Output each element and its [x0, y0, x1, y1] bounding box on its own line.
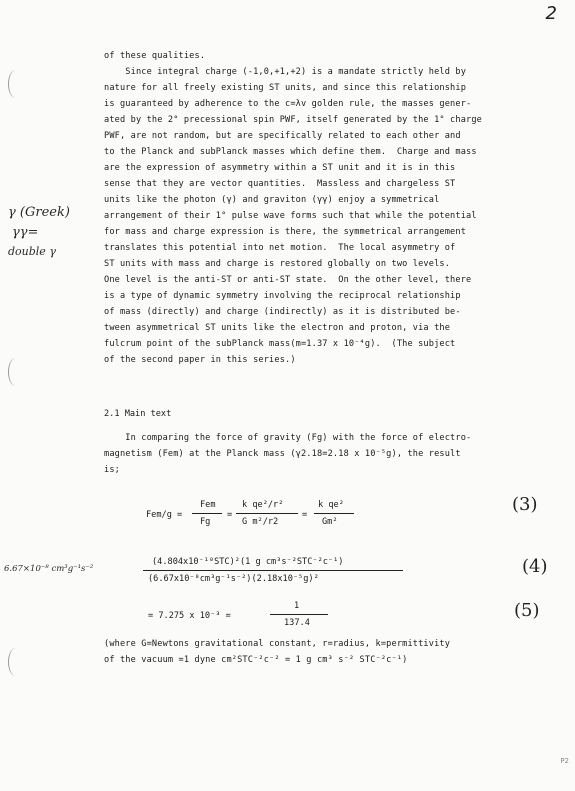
eq3-frac2-line — [236, 513, 298, 514]
text-line: tween asymmetrical ST units like the electron and proton, via the — [104, 323, 451, 333]
margin-note: 6.67×10⁻⁸ cm³g⁻¹s⁻² — [4, 564, 94, 574]
text-line: PWF, are not random, but are specifically related to each other and — [104, 131, 461, 141]
eq3-frac1-den: Fg — [200, 517, 211, 527]
text-line: are the expression of asymmetry within a ST unit and it is in this — [104, 163, 456, 173]
text-line: units like the photon (γ) and graviton (γγ) enjoy a symmetrical — [104, 195, 440, 205]
eq3-frac3-line — [314, 513, 354, 514]
eq3-frac1-num: Fem — [200, 500, 216, 510]
margin-note: double γ — [8, 245, 56, 258]
eq3-eq-a: = — [227, 510, 233, 520]
page-number: 2 — [545, 3, 557, 24]
text-line: fulcrum point of the subPlanck mass(m=1.37 x 10⁻⁴g). (The subject — [104, 339, 456, 349]
eq5-label: (5) — [514, 600, 540, 621]
binder-hole-mark — [8, 358, 23, 386]
eq4-denominator: (6.67x10⁻⁸cm³g⁻¹s⁻²)(2.18x10⁻⁵g)² — [148, 574, 319, 584]
text-line: One level is the anti-ST or anti-ST state. On the other level, there — [104, 275, 472, 285]
text-line: ated by the 2° precessional spin PWF, itself generated by the 1° charge — [104, 115, 482, 125]
eq5-lhs: = 7.275 x 10⁻³ = — [148, 611, 231, 621]
text-line: of mass (directly) and charge (indirectly) as it is distributed be- — [104, 307, 461, 317]
eq4-fracline — [143, 570, 403, 571]
text-line: is; — [104, 465, 120, 475]
eq3-frac2-den: G m²/r2 — [242, 517, 279, 527]
text-line: magnetism (Fem) at the Planck mass (γ2.18=2.18 x 10⁻⁵g), the result — [104, 449, 461, 459]
text-line: In comparing the force of gravity (Fg) with the force of electro- — [104, 433, 472, 443]
margin-note: γ (Greek) — [8, 205, 70, 220]
main-text — [104, 430, 522, 478]
text-line: (where G=Newtons gravitational constant, r=radius, k=permittivity — [104, 639, 451, 649]
eq3-label: (3) — [512, 494, 538, 515]
text-line: to the Planck and subPlanck masses which define them. Charge and mass — [104, 147, 477, 157]
text-line: is a type of dynamic symmetry involving the reciprocal relationship — [104, 291, 461, 301]
eq5-numerator: 1 — [294, 601, 300, 611]
eq5-fracline — [270, 614, 328, 615]
eq4-numerator: (4.804x10⁻¹⁰STC)²(1 g cm³s⁻²STC⁻²c⁻¹) — [152, 557, 344, 567]
text-line: translates this potential into net motion. The local asymmetry of — [104, 243, 456, 253]
eq4-label: (4) — [522, 556, 548, 577]
text-line: nature for all freely existing ST units, and since this relationship — [104, 83, 467, 93]
eq3-eq-b: = — [302, 510, 308, 520]
eq3-frac2-num: k qe²/r² — [242, 500, 284, 510]
text-line: is guaranteed by adherence to the c=λv golden rule, the masses gener- — [104, 99, 472, 109]
text-line: of the vacuum =1 dyne cm²STC⁻²c⁻² = 1 g cm³ s⁻² STC⁻²c⁻¹) — [104, 655, 408, 665]
closing-text — [104, 636, 522, 668]
text-line: of the second paper in this series.) — [104, 355, 296, 365]
text-line: of these qualities. — [104, 51, 206, 61]
text-line: for mass and charge expression is there, the symmetrical arrangement — [104, 227, 467, 237]
eq3-frac3-num: k qe² — [318, 500, 344, 510]
text-line: Since integral charge (-1,0,+1,+2) is a mandate strictly held by — [104, 67, 467, 77]
text-line: arrangement of their 1° pulse wave forms such that while the potential — [104, 211, 477, 221]
eq3-frac1-line — [192, 513, 222, 514]
eq5-denominator: 137.4 — [284, 618, 310, 628]
binder-hole-mark — [8, 648, 23, 676]
eq3-lhs: Fem/g = — [146, 510, 183, 520]
body-text — [104, 48, 522, 368]
eq3-frac3-den: Gm² — [322, 517, 338, 527]
binder-hole-mark — [8, 70, 23, 98]
text-line: ST units with mass and charge is restored globally on two levels. — [104, 259, 451, 269]
section-heading: 2.1 Main text — [104, 409, 172, 419]
margin-note: γγ= — [12, 225, 39, 240]
text-line: sense that they are vector quantities. Massless and chargeless ST — [104, 179, 456, 189]
corner-mark: P2 — [560, 757, 569, 765]
